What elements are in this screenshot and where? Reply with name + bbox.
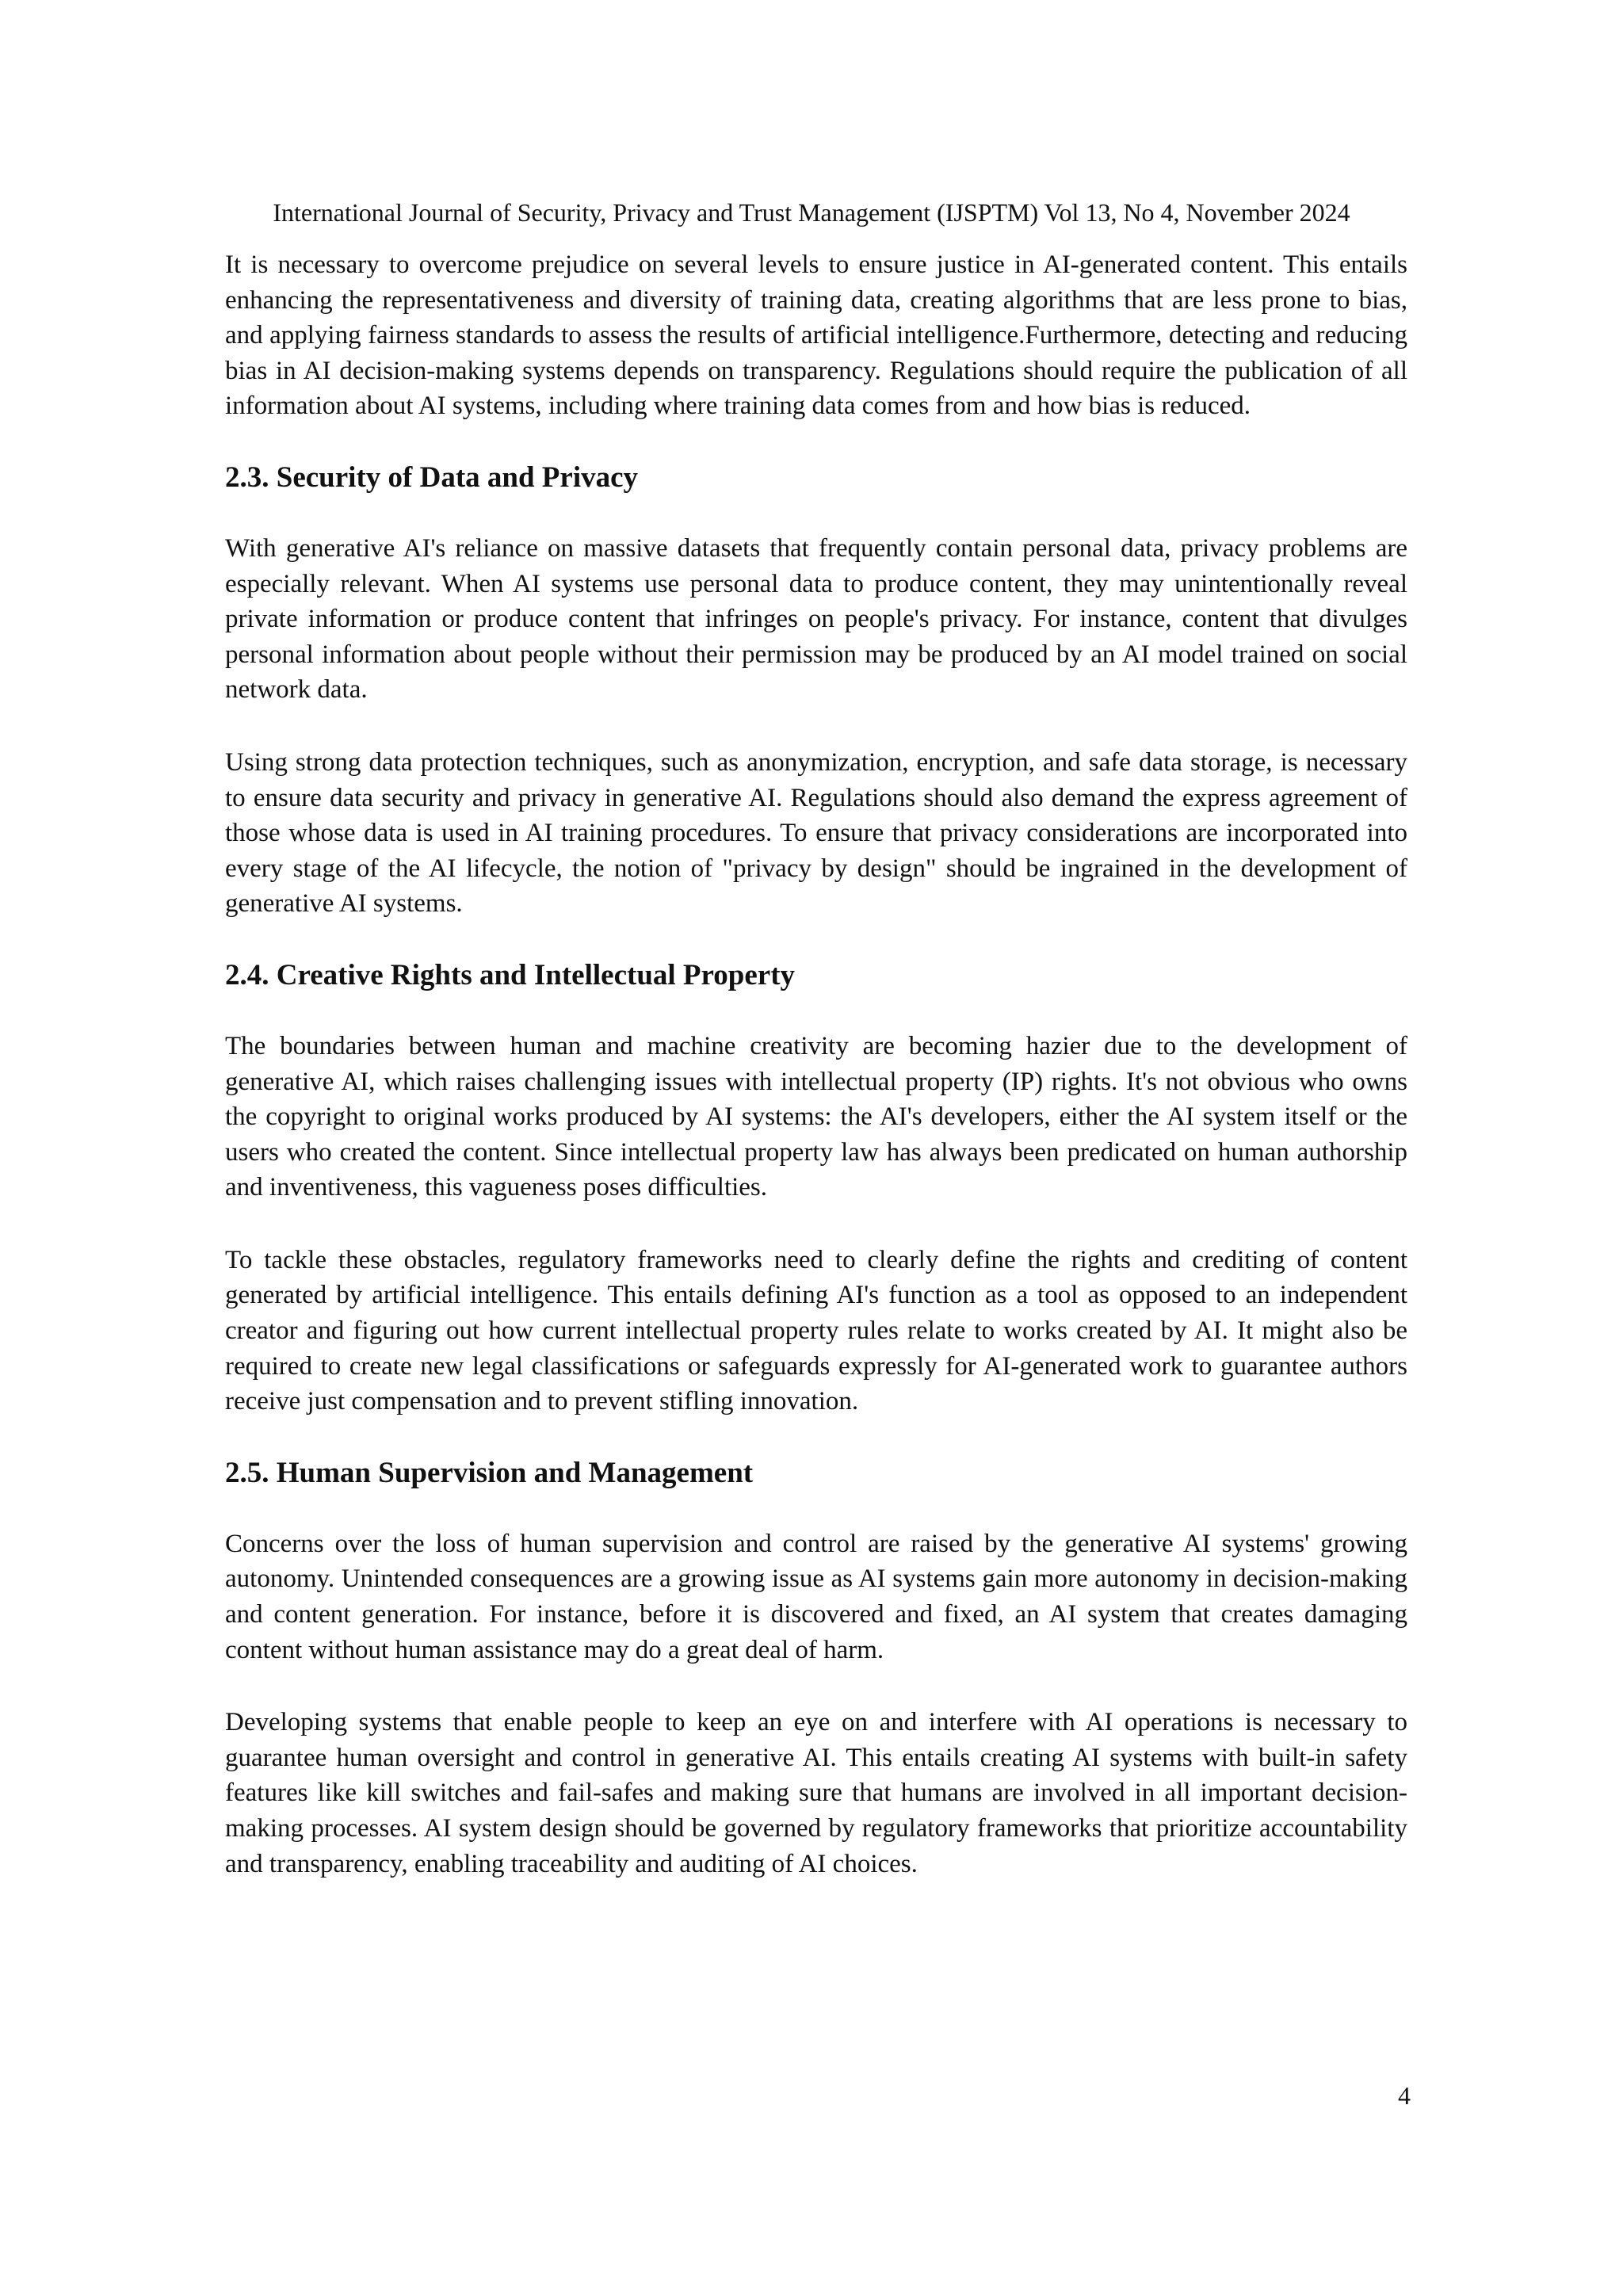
page-body [225, 247, 1407, 1881]
intro-paragraph: It is necessary to overcome prejudice on several levels to ensure justice in AI-generated content. This entails enhancing the representativeness and diversity of training data, creating algorithms that are less prone to bias, and applying fairness standards to assess the results of artificial intelligence.Furthermore, detecting and reducing bias in AI decision-making systems depends on transparency. Regulations should require the publication of all information about AI systems, including where training data comes from and how bias is reduced. [225, 250, 1407, 421]
running-header: International Journal of Security, Privacy and Trust Management (IJSPTM) Vol 13, No 4, November 2024 [273, 198, 1350, 227]
section-2-4-paragraph-2: To tackle these obstacles, regulatory frameworks need to clearly define the rights and crediting of content generated by artificial intelligence. This entails defining AI's function as a tool as opposed to an independent creator and figuring out how current intellectual property rules relate to works created by AI. It might also be required to create new legal classifications or safeguards expressly for AI-generated work to guarantee authors receive just compensation and to prevent stifling innovation. [225, 1245, 1407, 1416]
section-2-5 [225, 1456, 1407, 1881]
section-2-3-paragraph-1: With generative AI's reliance on massive datasets that frequently contain personal data, privacy problems are especially relevant. When AI systems use personal data to produce content, they may unintentionally reveal private information or produce content that infringes on people's privacy. For instance, content that divulges personal information about people without their permission may be produced by an AI model trained on social network data. [225, 533, 1407, 705]
section-2-4 [225, 958, 1407, 1419]
section-2-4-paragraph-1: The boundaries between human and machine creativity are becoming hazier due to the development of generative AI, which raises challenging issues with intellectual property (IP) rights. It's not obvious who owns the copyright to original works produced by AI systems: the AI's developers, either the AI system itself or the users who created the content. Since intellectual property law has always been predicated on human authorship and inventiveness, this vagueness poses difficulties. [225, 1031, 1407, 1202]
section-2-5-paragraph-1: Concerns over the loss of human supervision and control are raised by the generative AI systems' growing autonomy. Unintended consequences are a growing issue as AI systems gain more autonomy in decision-making and content generation. For instance, before it is discovered and fixed, an AI system that creates damaging content without human assistance may do a great deal of harm. [225, 1529, 1407, 1664]
section-heading-2-3: 2.3. Security of Data and Privacy [225, 460, 639, 494]
section-2-5-paragraph-2: Developing systems that enable people to keep an eye on and interfere with AI operations is necessary to guarantee human oversight and control in generative AI. This entails creating AI systems with built-in safety features like kill switches and fail-safes and making sure that humans are involved in all important decision-making processes. AI system design should be governed by regulatory frameworks that prioritize accountability and transparency, enabling traceability and auditing of AI choices. [225, 1708, 1407, 1878]
section-2-3-paragraph-2: Using strong data protection techniques, such as anonymization, encryption, and safe data storage, is necessary to ensure data security and privacy in generative AI. Regulations should also demand the express agreement of those whose data is used in AI training procedures. To ensure that privacy considerations are incorporated into every stage of the AI lifecycle, the notion of "privacy by design" should be ingrained in the development of generative AI systems. [225, 747, 1407, 919]
section-heading-2-4: 2.4. Creative Rights and Intellectual Property [225, 958, 796, 991]
page-number: 4 [1398, 2081, 1411, 2110]
section-2-3 [225, 460, 1407, 922]
section-heading-2-5: 2.5. Human Supervision and Management [225, 1456, 754, 1489]
